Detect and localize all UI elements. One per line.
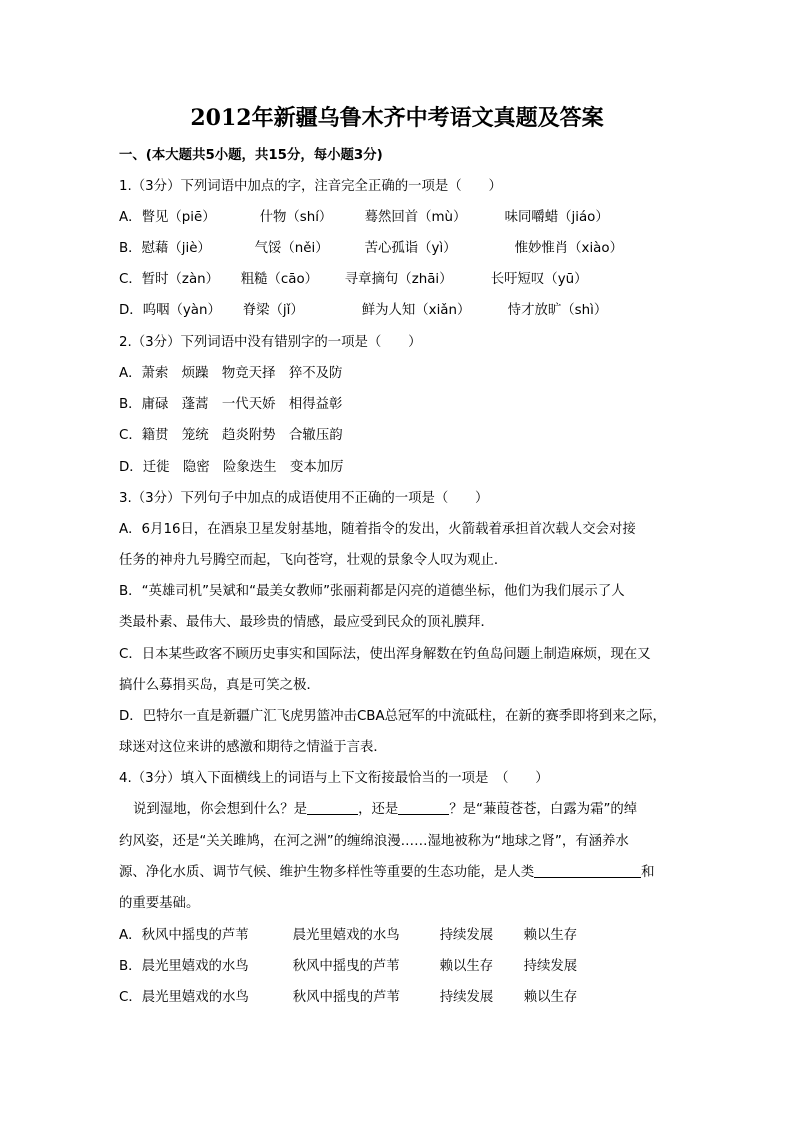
q1-option-d	[119, 301, 607, 321]
option-item: 寻章摘句（zhāi）	[344, 272, 453, 287]
q4-passage-line3	[119, 863, 655, 883]
q2-stem: 2.（3分）下列词语中没有错别字的一项是（ ）	[119, 335, 422, 350]
option-item: 赖以生存	[523, 928, 578, 943]
option-item: 持续发展	[439, 990, 494, 1005]
passage-text: 和	[641, 865, 655, 880]
option-item: 气馁（něi）	[254, 241, 329, 256]
fill-blank[interactable]	[307, 800, 358, 815]
q2-option-a: A．萧索 烦躁 物竞天择 猝不及防	[119, 366, 343, 381]
q3-option-a-line1: A．6月16日，在酒泉卫星发射基地，随着指令的发出，火箭载着承担首次载人交会对接	[119, 522, 636, 537]
q1-option-a	[119, 208, 609, 228]
option-item: 暂时（zàn）	[141, 272, 220, 287]
q3-option-d-line2: 球迷对这位来讲的感激和期待之情溢于言表．	[119, 740, 387, 755]
q4-passage-line1	[133, 800, 637, 820]
q3-option-c-line1: C．日本某些政客不顾历史事实和国际法，使出浑身解数在钓鱼岛问题上制造麻烦，现在又	[119, 647, 651, 662]
option-item: 瞥见（piē）	[141, 210, 216, 225]
q2-option-c: C．籍贯 笼统 趋炎附势 合辙压韵	[119, 428, 343, 443]
q4-passage-line2: 约风姿，还是“关关雎鸠，在河之洲”的缠绵浪漫……湿地被称为“地球之肾”，有涵养水	[119, 834, 629, 849]
option-item: 呜咽（yàn）	[142, 303, 221, 318]
q3-option-a-line2: 任务的神舟九号腾空而起，飞向苍穹，壮观的景象令人叹为观止．	[119, 553, 508, 568]
option-item: 持续发展	[439, 928, 494, 943]
q4-option-a	[119, 926, 577, 946]
option-label: B．	[119, 241, 142, 256]
fill-blank[interactable]	[534, 863, 641, 878]
fill-blank[interactable]	[398, 800, 449, 815]
option-item: 蓦然回首（mù）	[364, 210, 467, 225]
option-label: A．	[119, 928, 142, 943]
q2-option-d: D．迁徙 隐密 险象迭生 变本加厉	[119, 460, 344, 475]
passage-text: ？是“蒹葭苍苍，白露为霜”的绰	[449, 802, 638, 817]
q4-stem: 4.（3分）填入下面横线上的词语与上下文衔接最恰当的一项是 （ ）	[119, 771, 549, 786]
option-item: 鲜为人知（xiǎn）	[361, 303, 471, 318]
q1-option-c	[119, 270, 588, 290]
option-item: 苦心孤诣（yì）	[364, 241, 457, 256]
option-label: B．	[119, 959, 142, 974]
q3-option-b-line2: 类最朴素、最伟大、最珍贵的情感，最应受到民众的顶礼膜拜．	[119, 615, 494, 630]
page-title: 2012年新疆乌鲁木齐中考语文真题及答案	[190, 105, 604, 131]
q4-passage-line4: 的重要基础。	[119, 896, 200, 911]
option-item: 秋风中摇曳的芦苇	[292, 959, 400, 974]
option-item: 赖以生存	[439, 959, 494, 974]
option-item: 赖以生存	[523, 990, 578, 1005]
option-label: C．	[119, 990, 142, 1005]
section-heading: 一、(本大题共5小题，共15分，每小题3分)	[119, 148, 383, 163]
q2-option-b: B．庸碌 蓬蒿 一代天娇 相得益彰	[119, 397, 343, 412]
option-item: 惟妙惟肖（xiào）	[514, 241, 623, 256]
option-item: 什物（shí）	[259, 210, 333, 225]
q3-option-d-line1: D．巴特尔一直是新疆广汇飞虎男篮冲击CBA总冠军的中流砥柱，在新的赛季即将到来之际，	[119, 709, 666, 724]
option-label: A．	[119, 210, 142, 225]
passage-text: 说到湿地，你会想到什么？是	[133, 802, 308, 817]
q3-option-b-line1: B．“英雄司机”吴斌和“最美女教师”张丽莉都是闪亮的道德坐标，他们为我们展示了人	[119, 584, 625, 599]
option-item: 脊梁（jǐ）	[242, 303, 304, 318]
option-item: 晨光里嬉戏的水鸟	[141, 990, 249, 1005]
q4-option-b	[119, 957, 577, 977]
passage-text: 源、净化水质、调节气候、维护生物多样性等重要的生态功能，是人类	[119, 865, 535, 880]
option-label: D．	[119, 303, 143, 318]
option-item: 慰藉（jiè）	[141, 241, 211, 256]
option-label: C．	[119, 272, 142, 287]
q1-option-b	[119, 239, 623, 259]
option-item: 味同嚼蜡（jiáo）	[504, 210, 609, 225]
q3-option-c-line2: 搞什么募捐买岛，真是可笑之极．	[119, 678, 320, 693]
passage-text: ，还是	[358, 802, 399, 817]
option-item: 长吁短叹（yū）	[490, 272, 588, 287]
option-item: 粗糙（cāo）	[240, 272, 319, 287]
option-item: 晨光里嬉戏的水鸟	[141, 959, 249, 974]
q4-option-c	[119, 988, 577, 1008]
option-item: 持续发展	[523, 959, 578, 974]
q3-stem: 3.（3分）下列句子中加点的成语使用不正确的一项是（ ）	[119, 491, 489, 506]
option-item: 恃才放旷（shì）	[507, 303, 608, 318]
option-item: 晨光里嬉戏的水鸟	[292, 928, 400, 943]
option-item: 秋风中摇曳的芦苇	[292, 990, 400, 1005]
q1-stem: 1.（3分）下列词语中加点的字，注音完全正确的一项是（ ）	[119, 179, 502, 194]
option-item: 秋风中摇曳的芦苇	[141, 928, 249, 943]
